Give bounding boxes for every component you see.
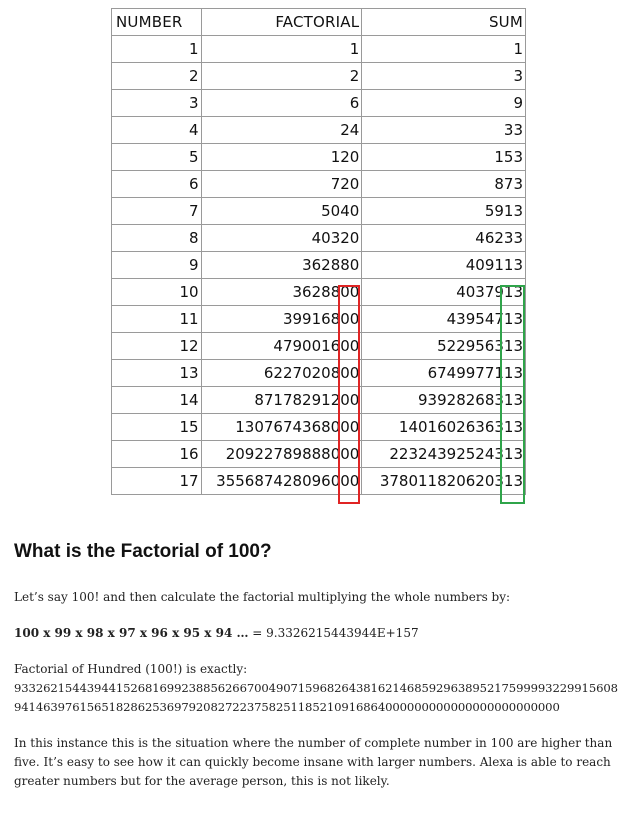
factorial-trailing-zeros-highlight: [338, 285, 360, 504]
header-factorial: FACTORIAL: [201, 9, 362, 36]
table-row: [112, 63, 526, 90]
cell-number: 14: [112, 387, 202, 414]
closing-paragraph: In this instance this is the situation where the number of complete number in 100 are higher than five. It’s easy to see how it can quickly become insane with larger numbers. Alexa is able to reach greater numbers but for the average person, this is not likely.: [14, 736, 613, 788]
cell-number: 12: [112, 333, 202, 360]
table-row: [112, 198, 526, 225]
article-title: What is the Factorial of 100?: [14, 541, 272, 562]
cell-sum: 522956313: [362, 333, 526, 360]
cell-factorial: 120: [201, 144, 362, 171]
cell-factorial: 1307674368000: [201, 414, 362, 441]
table-row: [112, 414, 526, 441]
cell-number: 8: [112, 225, 202, 252]
header-number: NUMBER: [112, 9, 202, 36]
table-row: [112, 279, 526, 306]
exact-value-label: Factorial of Hundred (100!) is exactly:: [14, 662, 248, 676]
cell-sum: 4037913: [362, 279, 526, 306]
table-row: [112, 387, 526, 414]
table-row: [112, 468, 526, 495]
header-sum: SUM: [362, 9, 526, 36]
cell-number: 1: [112, 36, 202, 63]
cell-number: 11: [112, 306, 202, 333]
table-row: [112, 36, 526, 63]
table-row: [112, 252, 526, 279]
cell-factorial: 1: [201, 36, 362, 63]
table-body: [112, 36, 526, 495]
cell-sum: 873: [362, 171, 526, 198]
factorial-table: [111, 8, 526, 495]
cell-sum: 153: [362, 144, 526, 171]
cell-number: 4: [112, 117, 202, 144]
factorial-table-figure: [111, 8, 526, 502]
table-row: [112, 333, 526, 360]
cell-factorial: 355687428096000: [201, 468, 362, 495]
cell-factorial: 3628800: [201, 279, 362, 306]
cell-factorial: 362880: [201, 252, 362, 279]
cell-factorial: 20922789888000: [201, 441, 362, 468]
table-header-row: [112, 9, 526, 36]
cell-number: 16: [112, 441, 202, 468]
cell-factorial: 87178291200: [201, 387, 362, 414]
cell-sum: 378011820620313: [362, 468, 526, 495]
cell-factorial: 5040: [201, 198, 362, 225]
cell-sum: 3: [362, 63, 526, 90]
table-row: [112, 90, 526, 117]
cell-factorial: 40320: [201, 225, 362, 252]
cell-factorial: 6: [201, 90, 362, 117]
cell-sum: 43954713: [362, 306, 526, 333]
exact-value-number: 93326215443944152681699238856266700490715968264381621468592963895217599993229915608941463976156518286253697920827223758251185210916864000000000000000000000000: [14, 681, 618, 714]
cell-factorial: 6227020800: [201, 360, 362, 387]
intro-paragraph: Let’s say 100! and then calculate the factorial multiplying the whole numbers by:: [14, 590, 511, 604]
table-row: [112, 306, 526, 333]
formula-paragraph: [14, 624, 624, 643]
cell-factorial: 39916800: [201, 306, 362, 333]
formula-result: = 9.3326215443944E+157: [248, 626, 419, 640]
sum-ending-digits-highlight: [500, 285, 525, 504]
cell-sum: 5913: [362, 198, 526, 225]
table-row: [112, 144, 526, 171]
cell-number: 9: [112, 252, 202, 279]
table-row: [112, 225, 526, 252]
table-row: [112, 360, 526, 387]
cell-number: 6: [112, 171, 202, 198]
cell-number: 7: [112, 198, 202, 225]
cell-sum: 33: [362, 117, 526, 144]
cell-number: 3: [112, 90, 202, 117]
cell-sum: 1401602636313: [362, 414, 526, 441]
cell-factorial: 24: [201, 117, 362, 144]
table-row: [112, 117, 526, 144]
cell-sum: 93928268313: [362, 387, 526, 414]
cell-sum: 9: [362, 90, 526, 117]
cell-number: 15: [112, 414, 202, 441]
cell-number: 13: [112, 360, 202, 387]
cell-sum: 22324392524313: [362, 441, 526, 468]
cell-number: 2: [112, 63, 202, 90]
cell-number: 10: [112, 279, 202, 306]
article-content: [14, 540, 624, 808]
table-row: [112, 441, 526, 468]
cell-sum: 1: [362, 36, 526, 63]
cell-factorial: 479001600: [201, 333, 362, 360]
cell-number: 5: [112, 144, 202, 171]
cell-sum: 6749977113: [362, 360, 526, 387]
cell-sum: 409113: [362, 252, 526, 279]
table-row: [112, 171, 526, 198]
cell-sum: 46233: [362, 225, 526, 252]
exact-value-paragraph: [14, 660, 624, 717]
cell-factorial: 720: [201, 171, 362, 198]
formula-expression: 100 x 99 x 98 x 97 x 96 x 95 x 94 …: [14, 626, 249, 640]
cell-factorial: 2: [201, 63, 362, 90]
cell-number: 17: [112, 468, 202, 495]
